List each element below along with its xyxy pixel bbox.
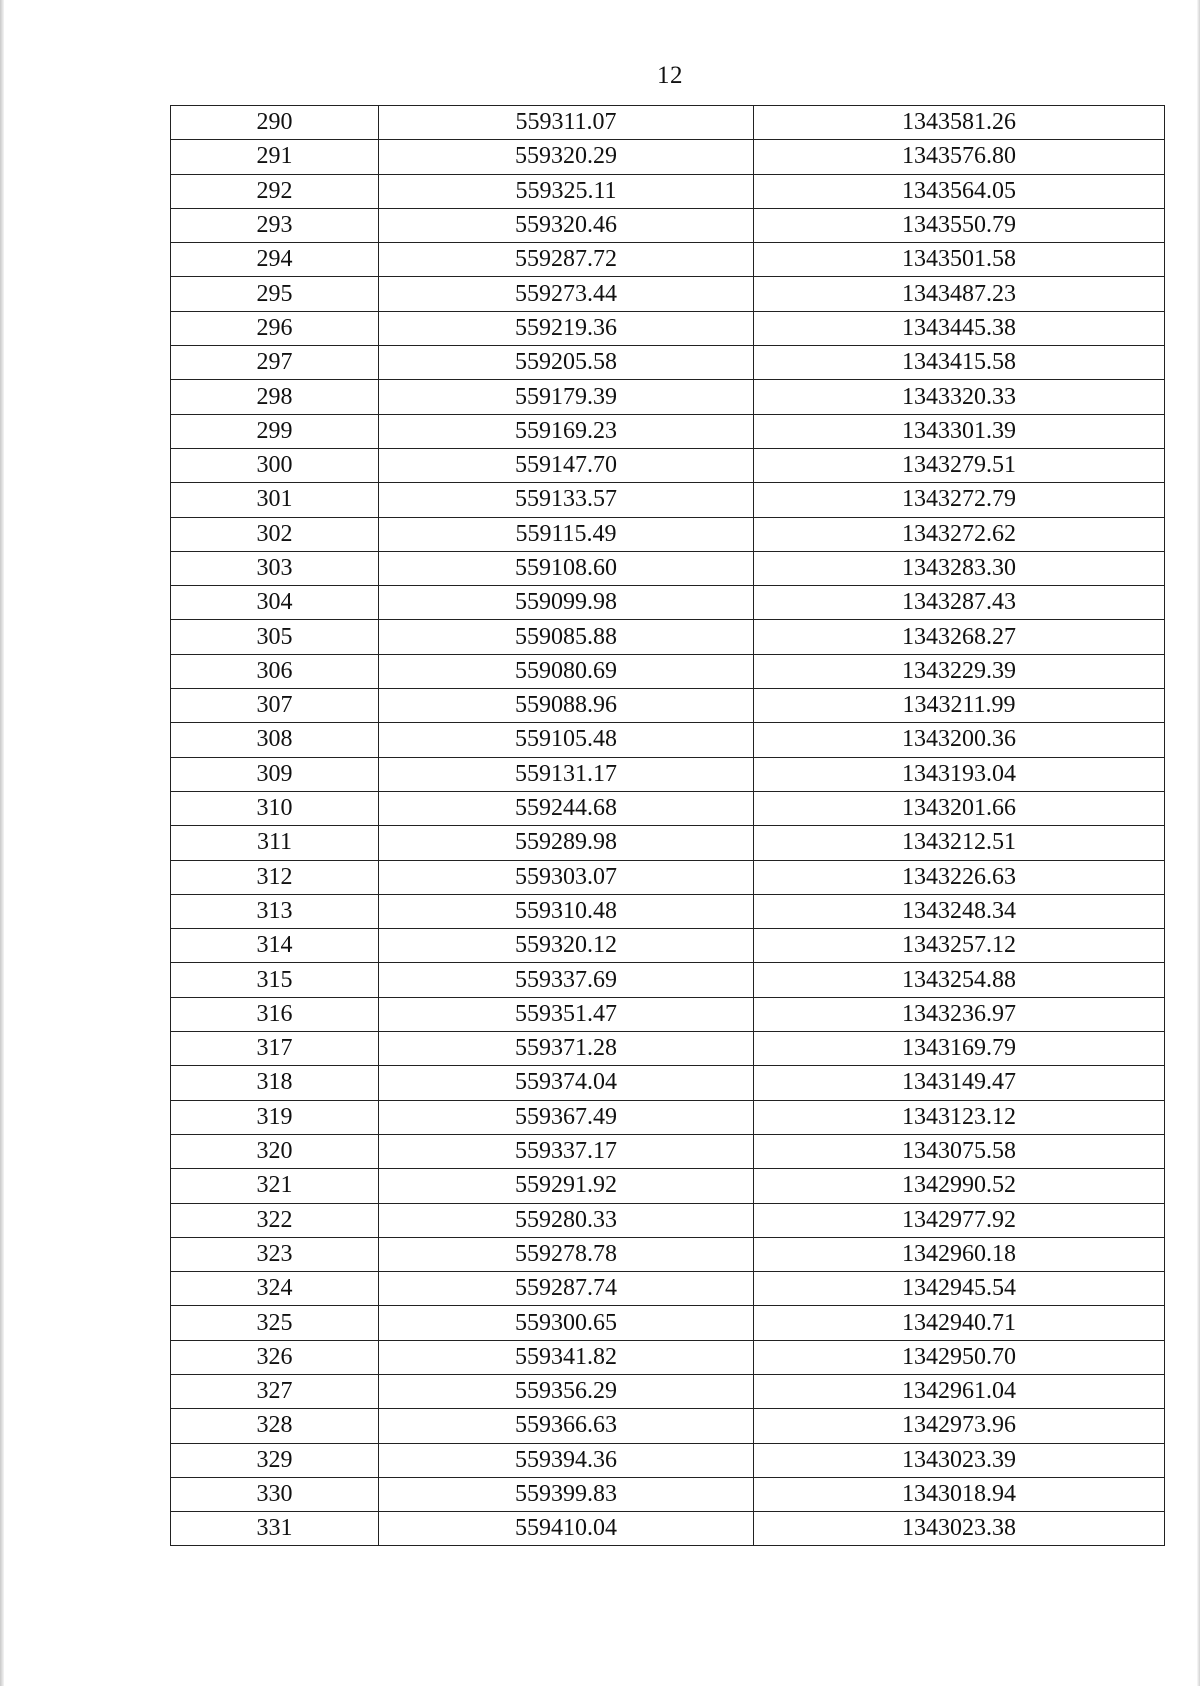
table-row: [171, 826, 1165, 860]
table-row: [171, 1100, 1165, 1134]
point-number-cell: 309: [171, 757, 379, 791]
y-coordinate-cell: 1343272.79: [754, 483, 1165, 517]
point-number-cell: 321: [171, 1169, 379, 1203]
table-row: [171, 448, 1165, 482]
table-row: [171, 346, 1165, 380]
x-coordinate-cell: 559280.33: [379, 1203, 754, 1237]
point-number-cell: 322: [171, 1203, 379, 1237]
x-coordinate-cell: 559105.48: [379, 723, 754, 757]
point-number-cell: 311: [171, 826, 379, 860]
x-coordinate-cell: 559337.69: [379, 963, 754, 997]
table-row: [171, 586, 1165, 620]
x-coordinate-cell: 559367.49: [379, 1100, 754, 1134]
point-number-cell: 290: [171, 106, 379, 140]
point-number-cell: 326: [171, 1340, 379, 1374]
y-coordinate-cell: 1343550.79: [754, 208, 1165, 242]
y-coordinate-cell: 1343268.27: [754, 620, 1165, 654]
y-coordinate-cell: 1343415.58: [754, 346, 1165, 380]
table-row: [171, 483, 1165, 517]
point-number-cell: 330: [171, 1477, 379, 1511]
x-coordinate-cell: 559080.69: [379, 654, 754, 688]
scan-edge-left: [0, 0, 4, 1686]
x-coordinate-cell: 559399.83: [379, 1477, 754, 1511]
point-number-cell: 319: [171, 1100, 379, 1134]
table-row: [171, 620, 1165, 654]
table-row: [171, 140, 1165, 174]
y-coordinate-cell: 1343123.12: [754, 1100, 1165, 1134]
x-coordinate-cell: 559351.47: [379, 997, 754, 1031]
table-row: [171, 414, 1165, 448]
y-coordinate-cell: 1343226.63: [754, 860, 1165, 894]
y-coordinate-cell: 1342961.04: [754, 1374, 1165, 1408]
table-row: [171, 929, 1165, 963]
point-number-cell: 327: [171, 1374, 379, 1408]
point-number-cell: 317: [171, 1032, 379, 1066]
x-coordinate-cell: 559337.17: [379, 1134, 754, 1168]
table-row: [171, 277, 1165, 311]
table-row: [171, 1032, 1165, 1066]
x-coordinate-cell: 559244.68: [379, 791, 754, 825]
y-coordinate-cell: 1342990.52: [754, 1169, 1165, 1203]
point-number-cell: 312: [171, 860, 379, 894]
x-coordinate-cell: 559108.60: [379, 551, 754, 585]
y-coordinate-cell: 1342940.71: [754, 1306, 1165, 1340]
x-coordinate-cell: 559303.07: [379, 860, 754, 894]
x-coordinate-cell: 559179.39: [379, 380, 754, 414]
point-number-cell: 295: [171, 277, 379, 311]
point-number-cell: 303: [171, 551, 379, 585]
x-coordinate-cell: 559311.07: [379, 106, 754, 140]
y-coordinate-cell: 1342960.18: [754, 1237, 1165, 1271]
point-number-cell: 324: [171, 1272, 379, 1306]
x-coordinate-cell: 559300.65: [379, 1306, 754, 1340]
x-coordinate-cell: 559366.63: [379, 1409, 754, 1443]
x-coordinate-cell: 559287.74: [379, 1272, 754, 1306]
x-coordinate-cell: 559115.49: [379, 517, 754, 551]
point-number-cell: 301: [171, 483, 379, 517]
y-coordinate-cell: 1343445.38: [754, 311, 1165, 345]
y-coordinate-cell: 1343018.94: [754, 1477, 1165, 1511]
table-row: [171, 517, 1165, 551]
y-coordinate-cell: 1343581.26: [754, 106, 1165, 140]
y-coordinate-cell: 1343200.36: [754, 723, 1165, 757]
y-coordinate-cell: 1343211.99: [754, 689, 1165, 723]
point-number-cell: 329: [171, 1443, 379, 1477]
point-number-cell: 305: [171, 620, 379, 654]
point-number-cell: 304: [171, 586, 379, 620]
table-row: [171, 1066, 1165, 1100]
x-coordinate-cell: 559205.58: [379, 346, 754, 380]
x-coordinate-cell: 559394.36: [379, 1443, 754, 1477]
x-coordinate-cell: 559310.48: [379, 894, 754, 928]
table-row: [171, 551, 1165, 585]
y-coordinate-cell: 1343193.04: [754, 757, 1165, 791]
table-row: [171, 791, 1165, 825]
point-number-cell: 292: [171, 174, 379, 208]
x-coordinate-cell: 559088.96: [379, 689, 754, 723]
table-row: [171, 174, 1165, 208]
y-coordinate-cell: 1343236.97: [754, 997, 1165, 1031]
point-number-cell: 306: [171, 654, 379, 688]
y-coordinate-cell: 1343564.05: [754, 174, 1165, 208]
x-coordinate-cell: 559287.72: [379, 243, 754, 277]
table-row: [171, 1203, 1165, 1237]
table-row: [171, 380, 1165, 414]
table-row: [171, 106, 1165, 140]
x-coordinate-cell: 559320.12: [379, 929, 754, 963]
x-coordinate-cell: 559273.44: [379, 277, 754, 311]
table-row: [171, 1272, 1165, 1306]
y-coordinate-cell: 1342945.54: [754, 1272, 1165, 1306]
x-coordinate-cell: 559371.28: [379, 1032, 754, 1066]
point-number-cell: 325: [171, 1306, 379, 1340]
x-coordinate-cell: 559289.98: [379, 826, 754, 860]
point-number-cell: 328: [171, 1409, 379, 1443]
table-row: [171, 1169, 1165, 1203]
table-row: [171, 1409, 1165, 1443]
table-row: [171, 1512, 1165, 1546]
x-coordinate-cell: 559325.11: [379, 174, 754, 208]
x-coordinate-cell: 559291.92: [379, 1169, 754, 1203]
x-coordinate-cell: 559147.70: [379, 448, 754, 482]
x-coordinate-cell: 559320.29: [379, 140, 754, 174]
page-number: 12: [657, 62, 683, 89]
table-row: [171, 723, 1165, 757]
table-row: [171, 1306, 1165, 1340]
y-coordinate-cell: 1343283.30: [754, 551, 1165, 585]
point-number-cell: 314: [171, 929, 379, 963]
y-coordinate-cell: 1343257.12: [754, 929, 1165, 963]
y-coordinate-cell: 1342973.96: [754, 1409, 1165, 1443]
x-coordinate-cell: 559410.04: [379, 1512, 754, 1546]
point-number-cell: 300: [171, 448, 379, 482]
point-number-cell: 291: [171, 140, 379, 174]
table-row: [171, 1477, 1165, 1511]
table-row: [171, 963, 1165, 997]
point-number-cell: 323: [171, 1237, 379, 1271]
x-coordinate-cell: 559085.88: [379, 620, 754, 654]
point-number-cell: 313: [171, 894, 379, 928]
y-coordinate-cell: 1343301.39: [754, 414, 1165, 448]
table-row: [171, 311, 1165, 345]
table-row: [171, 757, 1165, 791]
x-coordinate-cell: 559278.78: [379, 1237, 754, 1271]
table-row: [171, 689, 1165, 723]
point-number-cell: 297: [171, 346, 379, 380]
point-number-cell: 299: [171, 414, 379, 448]
point-number-cell: 316: [171, 997, 379, 1031]
coordinate-table-body: [171, 106, 1165, 1546]
y-coordinate-cell: 1343272.62: [754, 517, 1165, 551]
point-number-cell: 320: [171, 1134, 379, 1168]
y-coordinate-cell: 1343201.66: [754, 791, 1165, 825]
x-coordinate-cell: 559320.46: [379, 208, 754, 242]
y-coordinate-cell: 1343279.51: [754, 448, 1165, 482]
point-number-cell: 307: [171, 689, 379, 723]
coordinate-table: [170, 105, 1165, 1546]
table-row: [171, 997, 1165, 1031]
x-coordinate-cell: 559356.29: [379, 1374, 754, 1408]
table-row: [171, 1374, 1165, 1408]
table-row: [171, 243, 1165, 277]
x-coordinate-cell: 559374.04: [379, 1066, 754, 1100]
y-coordinate-cell: 1343576.80: [754, 140, 1165, 174]
point-number-cell: 296: [171, 311, 379, 345]
x-coordinate-cell: 559219.36: [379, 311, 754, 345]
y-coordinate-cell: 1343169.79: [754, 1032, 1165, 1066]
point-number-cell: 298: [171, 380, 379, 414]
table-row: [171, 208, 1165, 242]
y-coordinate-cell: 1343075.58: [754, 1134, 1165, 1168]
table-row: [171, 1237, 1165, 1271]
y-coordinate-cell: 1343320.33: [754, 380, 1165, 414]
table-row: [171, 1340, 1165, 1374]
x-coordinate-cell: 559133.57: [379, 483, 754, 517]
table-row: [171, 860, 1165, 894]
x-coordinate-cell: 559131.17: [379, 757, 754, 791]
x-coordinate-cell: 559169.23: [379, 414, 754, 448]
point-number-cell: 315: [171, 963, 379, 997]
table-row: [171, 1443, 1165, 1477]
y-coordinate-cell: 1342950.70: [754, 1340, 1165, 1374]
point-number-cell: 294: [171, 243, 379, 277]
y-coordinate-cell: 1343254.88: [754, 963, 1165, 997]
y-coordinate-cell: 1343149.47: [754, 1066, 1165, 1100]
point-number-cell: 308: [171, 723, 379, 757]
y-coordinate-cell: 1343023.38: [754, 1512, 1165, 1546]
y-coordinate-cell: 1343212.51: [754, 826, 1165, 860]
y-coordinate-cell: 1343023.39: [754, 1443, 1165, 1477]
point-number-cell: 318: [171, 1066, 379, 1100]
y-coordinate-cell: 1343248.34: [754, 894, 1165, 928]
y-coordinate-cell: 1343501.58: [754, 243, 1165, 277]
point-number-cell: 310: [171, 791, 379, 825]
table-row: [171, 894, 1165, 928]
point-number-cell: 293: [171, 208, 379, 242]
point-number-cell: 302: [171, 517, 379, 551]
y-coordinate-cell: 1342977.92: [754, 1203, 1165, 1237]
y-coordinate-cell: 1343229.39: [754, 654, 1165, 688]
table-row: [171, 1134, 1165, 1168]
x-coordinate-cell: 559341.82: [379, 1340, 754, 1374]
y-coordinate-cell: 1343487.23: [754, 277, 1165, 311]
point-number-cell: 331: [171, 1512, 379, 1546]
x-coordinate-cell: 559099.98: [379, 586, 754, 620]
y-coordinate-cell: 1343287.43: [754, 586, 1165, 620]
table-row: [171, 654, 1165, 688]
